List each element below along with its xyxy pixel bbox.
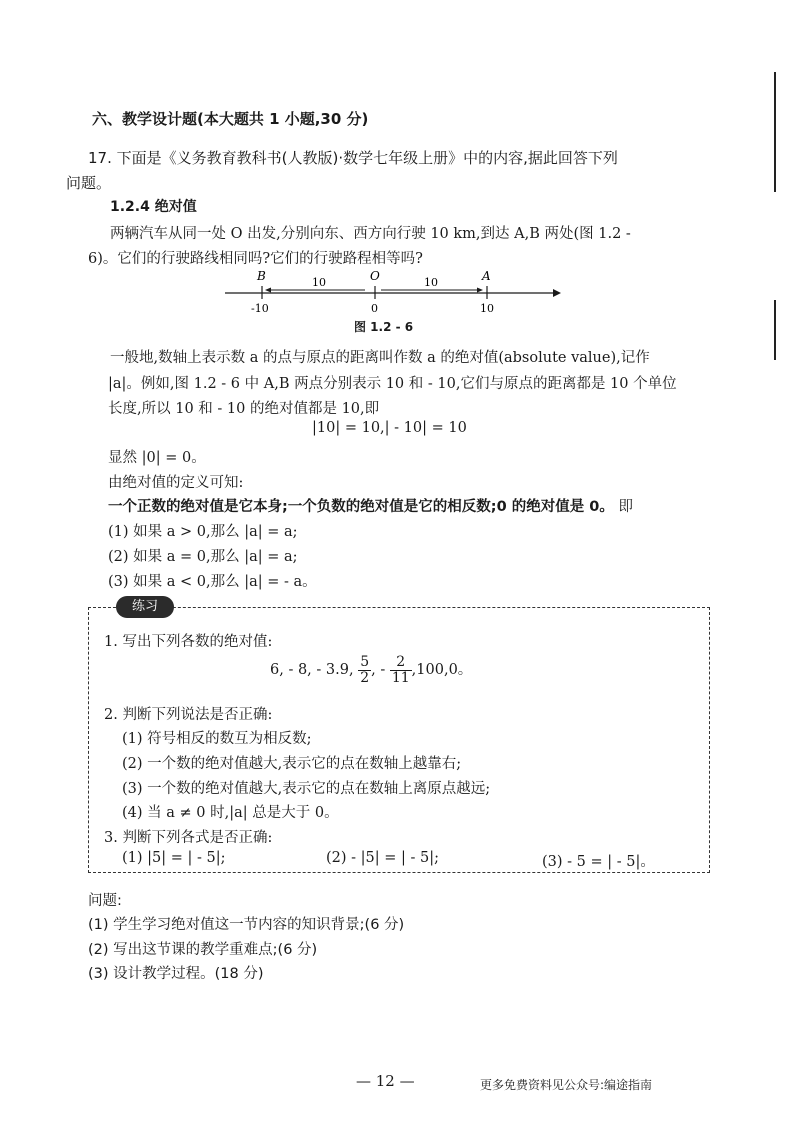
case-zero: (2) 如果 a = 0,那么 |a| = a; [108, 549, 298, 565]
q1-numbers-a: 6, - 8, - 3.9, [270, 662, 354, 678]
segment-left-arrowhead [265, 288, 271, 293]
exercise-q2-1: (1) 符号相反的数互为相反数; [122, 731, 312, 747]
scan-edge-line-bottom [774, 300, 776, 360]
page-number: — 12 — [356, 1072, 415, 1090]
fraction-5-2-numerator: 5 [360, 653, 370, 670]
tick-label-mid: 0 [371, 302, 378, 315]
exercise-q2-2: (2) 一个数的绝对值越大,表示它的点在数轴上越靠右; [122, 756, 462, 772]
exercise-q2-4: (4) 当 a ≠ 0 时,|a| 总是大于 0。 [122, 805, 339, 821]
segment-left-length: 10 [312, 276, 326, 289]
label-O: O [370, 269, 380, 283]
segment-right-arrowhead [477, 288, 483, 293]
segment-right-length: 10 [424, 276, 438, 289]
question-intro-line2: 问题。 [66, 174, 112, 192]
fraction-2-11-denominator: 11 [391, 669, 410, 686]
textbook-para1-line1: 两辆汽车从同一处 O 出发,分别向东、西方向行驶 10 km,到达 A,B 两处(图 1.2 - [110, 226, 631, 242]
q1-numbers-b: ,100,0。 [411, 662, 473, 678]
formula-abs-10: |10| = 10,| - 10| = 10 [312, 420, 467, 436]
label-B: B [257, 269, 266, 283]
textbook-heading: 1.2.4 绝对值 [110, 199, 197, 215]
section-title: 六、教学设计题(本大题共 1 小题,30 分) [92, 110, 369, 128]
absolute-value-rule [108, 495, 633, 516]
exercise-q1: 1. 写出下列各数的绝对值: [104, 634, 273, 650]
exercise-q2: 2. 判断下列说法是否正确: [104, 707, 273, 723]
exercise-q3-2: (2) - |5| = | - 5|; [326, 850, 440, 866]
tasks-heading: 问题: [88, 893, 122, 909]
footer-promo: 更多免费资料见公众号:编途指南 [480, 1078, 653, 1092]
textbook-para2-line1: 一般地,数轴上表示数 a 的点与原点的距离叫作数 a 的绝对值(absolute value),记作 [110, 350, 650, 366]
task-1: (1) 学生学习绝对值这一节内容的知识背景;(6 分) [88, 917, 405, 933]
fraction-2-11-numerator: 2 [390, 655, 412, 671]
number-line-figure [225, 268, 565, 318]
exercise-tag: 练习 [116, 596, 174, 618]
exercise-q3: 3. 判断下列各式是否正确: [104, 830, 273, 846]
figure-caption: 图 1.2 - 6 [354, 320, 414, 334]
exercise-q3-1: (1) |5| = | - 5|; [122, 850, 226, 866]
fraction-2-11 [390, 655, 412, 685]
exercise-q3-3: (3) - 5 = | - 5|。 [542, 854, 655, 870]
rule-text: 一个正数的绝对值是它本身;一个负数的绝对值是它的相反数;0 的绝对值是 0。 [108, 499, 614, 515]
tick-label-right: 10 [480, 302, 494, 315]
q1-separator: , - [371, 662, 386, 678]
exercise-q1-numbers [270, 650, 472, 690]
exercise-q2-3: (3) 一个数的绝对值越大,表示它的点在数轴上离原点越远; [122, 781, 491, 797]
definition-intro: 由绝对值的定义可知: [108, 475, 244, 491]
label-A: A [482, 269, 491, 283]
case-negative: (3) 如果 a < 0,那么 |a| = - a。 [108, 574, 317, 590]
case-positive: (1) 如果 a > 0,那么 |a| = a; [108, 524, 298, 540]
fraction-5-2-denominator: 2 [360, 669, 370, 686]
fraction-5-2 [358, 655, 371, 685]
scan-edge-line-top [774, 72, 776, 192]
question-intro-line1: 17. 下面是《义务教育教科书(人教版)·数学七年级上册》中的内容,据此回答下列 [88, 149, 618, 167]
textbook-para2-line3: 长度,所以 10 和 - 10 的绝对值都是 10,即 [108, 401, 380, 417]
textbook-para2-line2: |a|。例如,图 1.2 - 6 中 A,B 两点分别表示 10 和 - 10,它们与原点的距离都是 10 个单位 [108, 376, 677, 392]
number-line-arrow [553, 289, 561, 297]
task-3: (3) 设计教学过程。(18 分) [88, 966, 264, 982]
textbook-para1-line2: 6)。它们的行驶路线相同吗?它们的行驶路程相等吗? [88, 251, 423, 267]
rule-tail: 即 [618, 499, 633, 515]
task-2: (2) 写出这节课的教学重难点;(6 分) [88, 942, 318, 958]
textbook-obvious: 显然 |0| = 0。 [108, 450, 206, 466]
tick-label-left: -10 [251, 302, 269, 315]
